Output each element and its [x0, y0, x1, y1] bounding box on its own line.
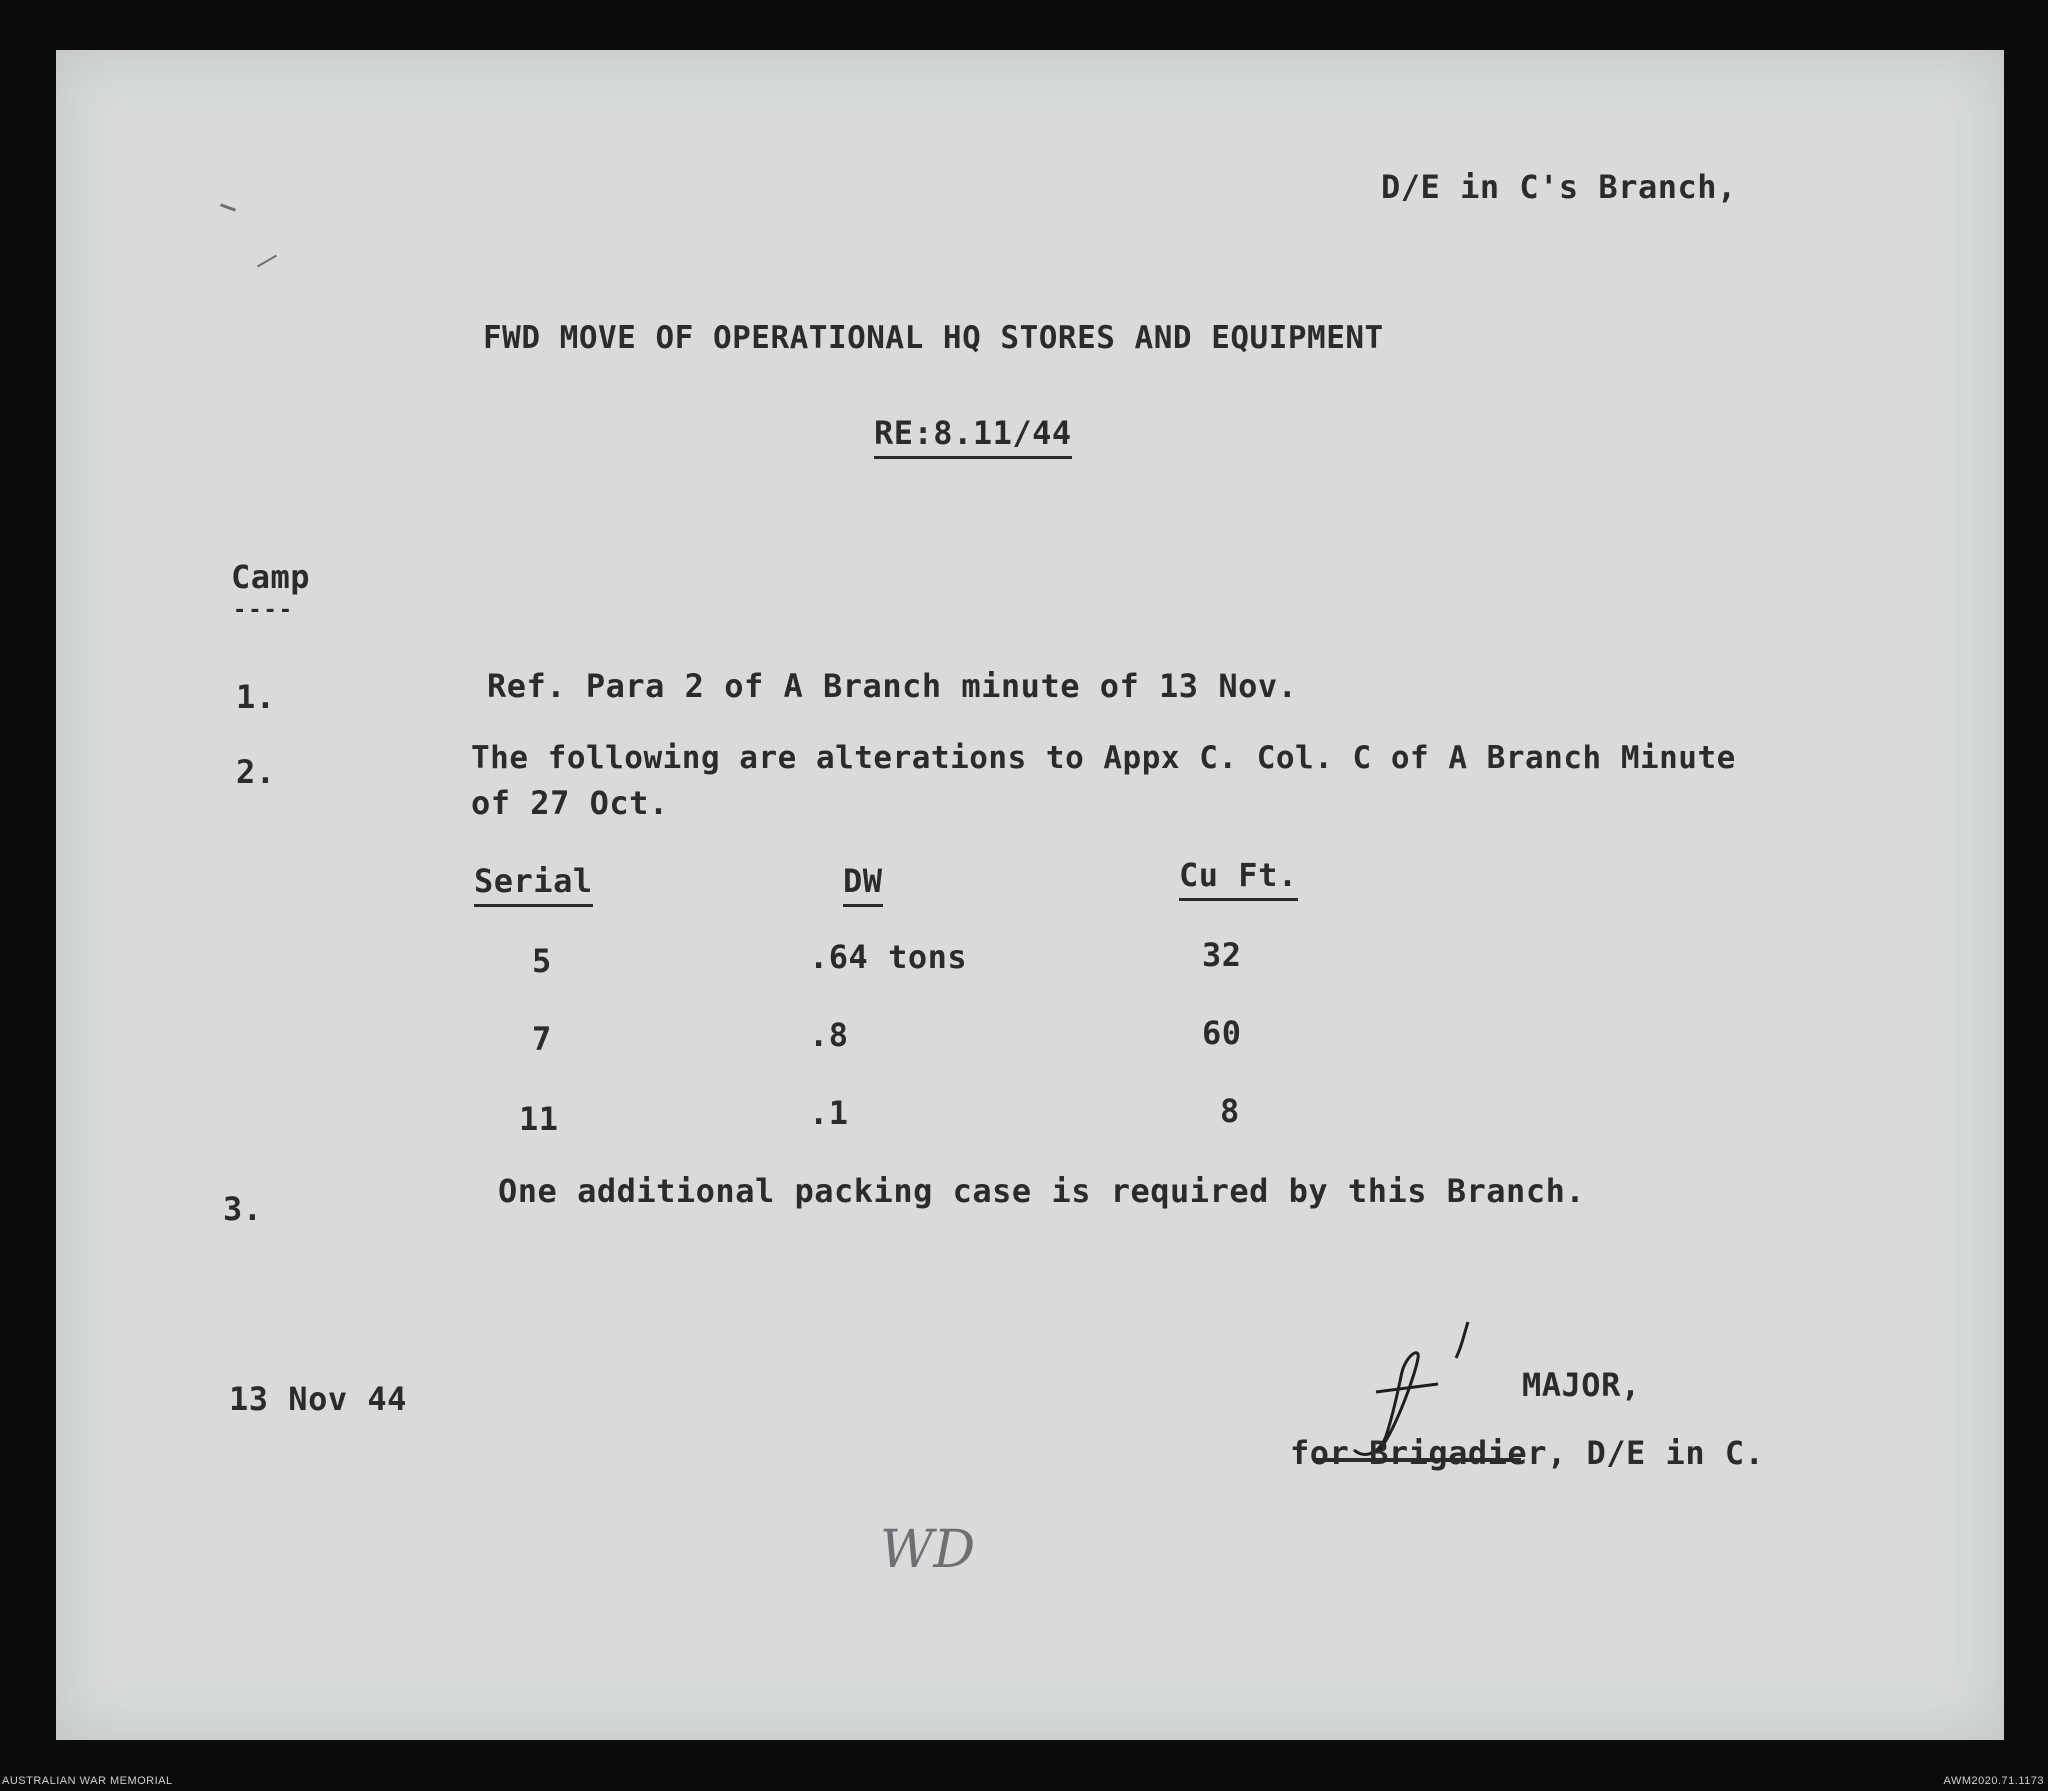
paragraph-1-text: Ref. Para 2 of A Branch minute of 13 Nov. — [487, 667, 1298, 705]
table-header-cu-ft: Cu Ft. — [1179, 856, 1298, 901]
table-cell-serial: 7 — [532, 1020, 552, 1058]
document-page — [56, 50, 2004, 1740]
table-header-serial: Serial — [474, 862, 593, 907]
section-heading: Camp — [231, 558, 311, 596]
table-cell-serial: 11 — [519, 1100, 559, 1138]
pencil-mark — [257, 255, 277, 268]
handwritten-note: WD — [880, 1520, 976, 1580]
paragraph-3-number: 3. — [223, 1190, 263, 1228]
table-cell-dw: .1 — [809, 1094, 849, 1132]
paragraph-2-text-line-2: of 27 Oct. — [471, 784, 669, 822]
table-cell-cu-ft: 60 — [1202, 1014, 1242, 1052]
paragraph-1-number: 1. — [236, 678, 276, 716]
section-heading-underline: ---- — [233, 598, 294, 623]
reference-number: RE:8.11/44 — [874, 414, 1072, 459]
footer-accession-number: AWM2020.71.1173 — [1943, 1775, 2044, 1787]
table-cell-dw: .64 tons — [809, 938, 968, 976]
pencil-mark — [220, 203, 236, 211]
document-date: 13 Nov 44 — [229, 1380, 407, 1418]
signature-rank: MAJOR, — [1522, 1366, 1641, 1404]
table-cell-serial: 5 — [532, 942, 552, 980]
footer-archive-name: AUSTRALIAN WAR MEMORIAL — [2, 1775, 173, 1787]
signature-for: for Brigadier, D/E in C. — [1290, 1434, 1765, 1472]
table-header-dw: DW — [843, 862, 883, 907]
table-cell-cu-ft: 32 — [1202, 936, 1242, 974]
document-title: FWD MOVE OF OPERATIONAL HQ STORES AND EQUIPMENT — [483, 320, 1384, 356]
table-cell-dw: .8 — [809, 1016, 849, 1054]
paragraph-3-text: One additional packing case is required by this Branch. — [498, 1172, 1586, 1210]
paragraph-2-text-line-1: The following are alterations to Appx C. Col. C of A Branch Minute — [471, 740, 1736, 776]
table-cell-cu-ft: 8 — [1220, 1092, 1240, 1130]
addressee: D/E in C's Branch, — [1381, 168, 1737, 206]
paragraph-2-number: 2. — [236, 753, 276, 791]
